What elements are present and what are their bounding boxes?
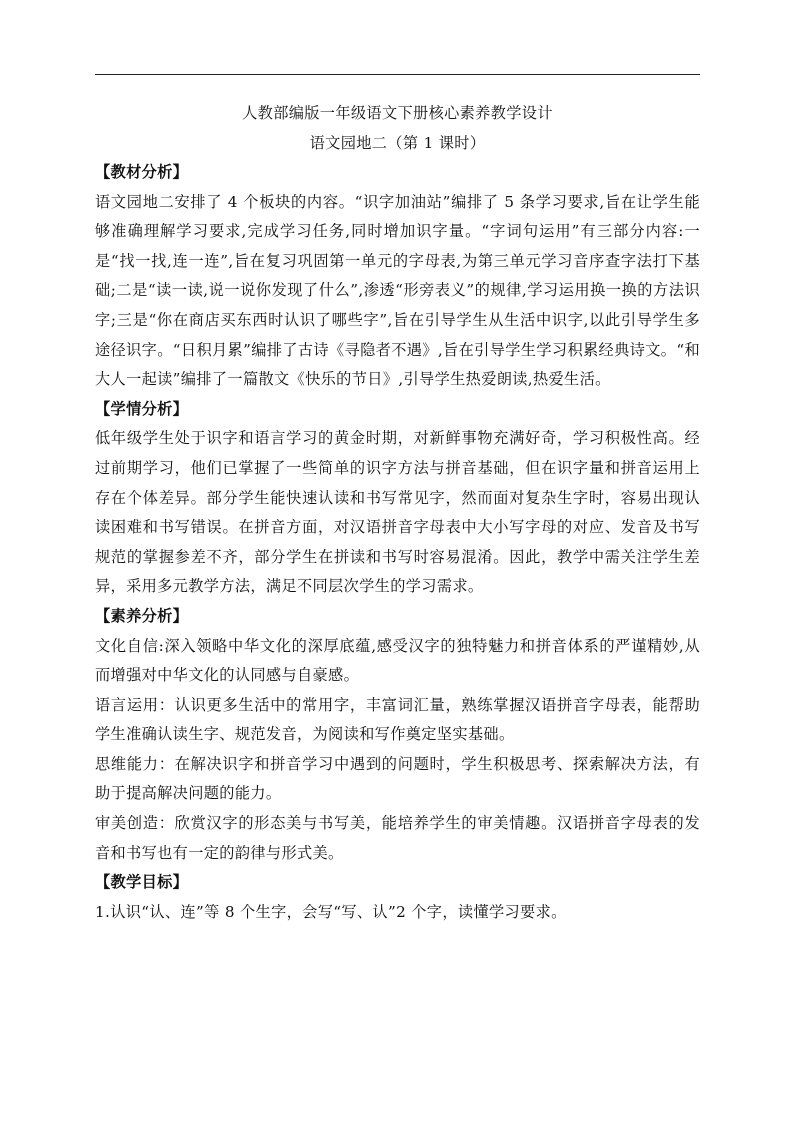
section-heading: 【教学目标】 xyxy=(95,873,189,892)
section-paragraph: 1.认识“认、连”等 8 个生字，会写“写、认”2 个字，读懂学习要求。 xyxy=(95,902,567,921)
section-paragraph: 语言运用：认识更多生活中的常用字，丰富词汇量，熟练掌握汉语拼音字母表，能帮助学生准确认读生字、规范发音，为阅读和写作奠定坚实基础。 xyxy=(95,695,700,744)
section-textbook-analysis xyxy=(95,158,700,395)
header-rule xyxy=(95,74,700,75)
section-heading: 【学情分析】 xyxy=(95,399,189,418)
section-literacy-analysis xyxy=(95,602,700,868)
section-heading: 【素养分析】 xyxy=(95,606,189,625)
section-paragraph: 思维能力：在解决识字和拼音学习中遇到的问题时，学生积极思考、探索解决方法，有助于提高解决问题的能力。 xyxy=(95,754,700,803)
section-paragraph: 审美创造：欣赏汉字的形态美与书写美，能培养学生的审美情趣。汉语拼音字母表的发音和书写也有一定的韵律与形式美。 xyxy=(95,814,700,862)
document-subtitle: 语文园地二（第 1 课时） xyxy=(309,134,486,152)
document-title: 人教部编版一年级语文下册核心素养教学设计 xyxy=(242,104,553,122)
section-heading: 【教材分析】 xyxy=(95,163,189,181)
section-paragraph: 语文园地二安排了 4 个板块的内容。“识字加油站”编排了 5 条学习要求,旨在让学生能够准确理解学习要求,完成学习任务,同时增加识字量。“字词句运用”有三部分内容:一是“找一找,连一连”,旨在复习巩固第一单元的字母表,为第三单元学习音序查字法打下基础;二是“读一读,说一说你发现了什么”,渗透“形旁表义”的规律,学习运用换一换的方法识字;三是“你在商店买东西时认识了哪些字”,旨在引导学生从生活中识字,以此引导学生多途径识字。“日积月累”编排了古诗《寻隐者不遇》,旨在引导学生学习积累经典诗文。“和大人一起读”编排了一篇散文《快乐的节日》,引导学生热爱朗读,热爱生活。 xyxy=(95,192,700,389)
document-body xyxy=(95,98,700,927)
section-teaching-goals xyxy=(95,868,700,927)
section-student-analysis xyxy=(95,395,700,602)
section-paragraph: 低年级学生处于识字和语言学习的黄金时期，对新鲜事物充满好奇，学习积极性高。经过前期学习，他们已掌握了一些简单的识字方法与拼音基础，但在识字量和拼音运用上存在个体差异。部分学生能快速认读和书写常见字，然而面对复杂生字时，容易出现认读困难和书写错误。在拼音方面，对汉语拼音字母表中大小写字母的对应、发音及书写规范的掌握参差不齐，部分学生在拼读和书写时容易混淆。因此，教学中需关注学生差异，采用多元教学方法，满足不同层次学生的学习需求。 xyxy=(95,429,700,596)
section-paragraph: 文化自信:深入领略中华文化的深厚底蕴,感受汉字的独特魅力和拼音体系的严谨精妙,从而增强对中华文化的认同感与自豪感。 xyxy=(95,636,700,685)
